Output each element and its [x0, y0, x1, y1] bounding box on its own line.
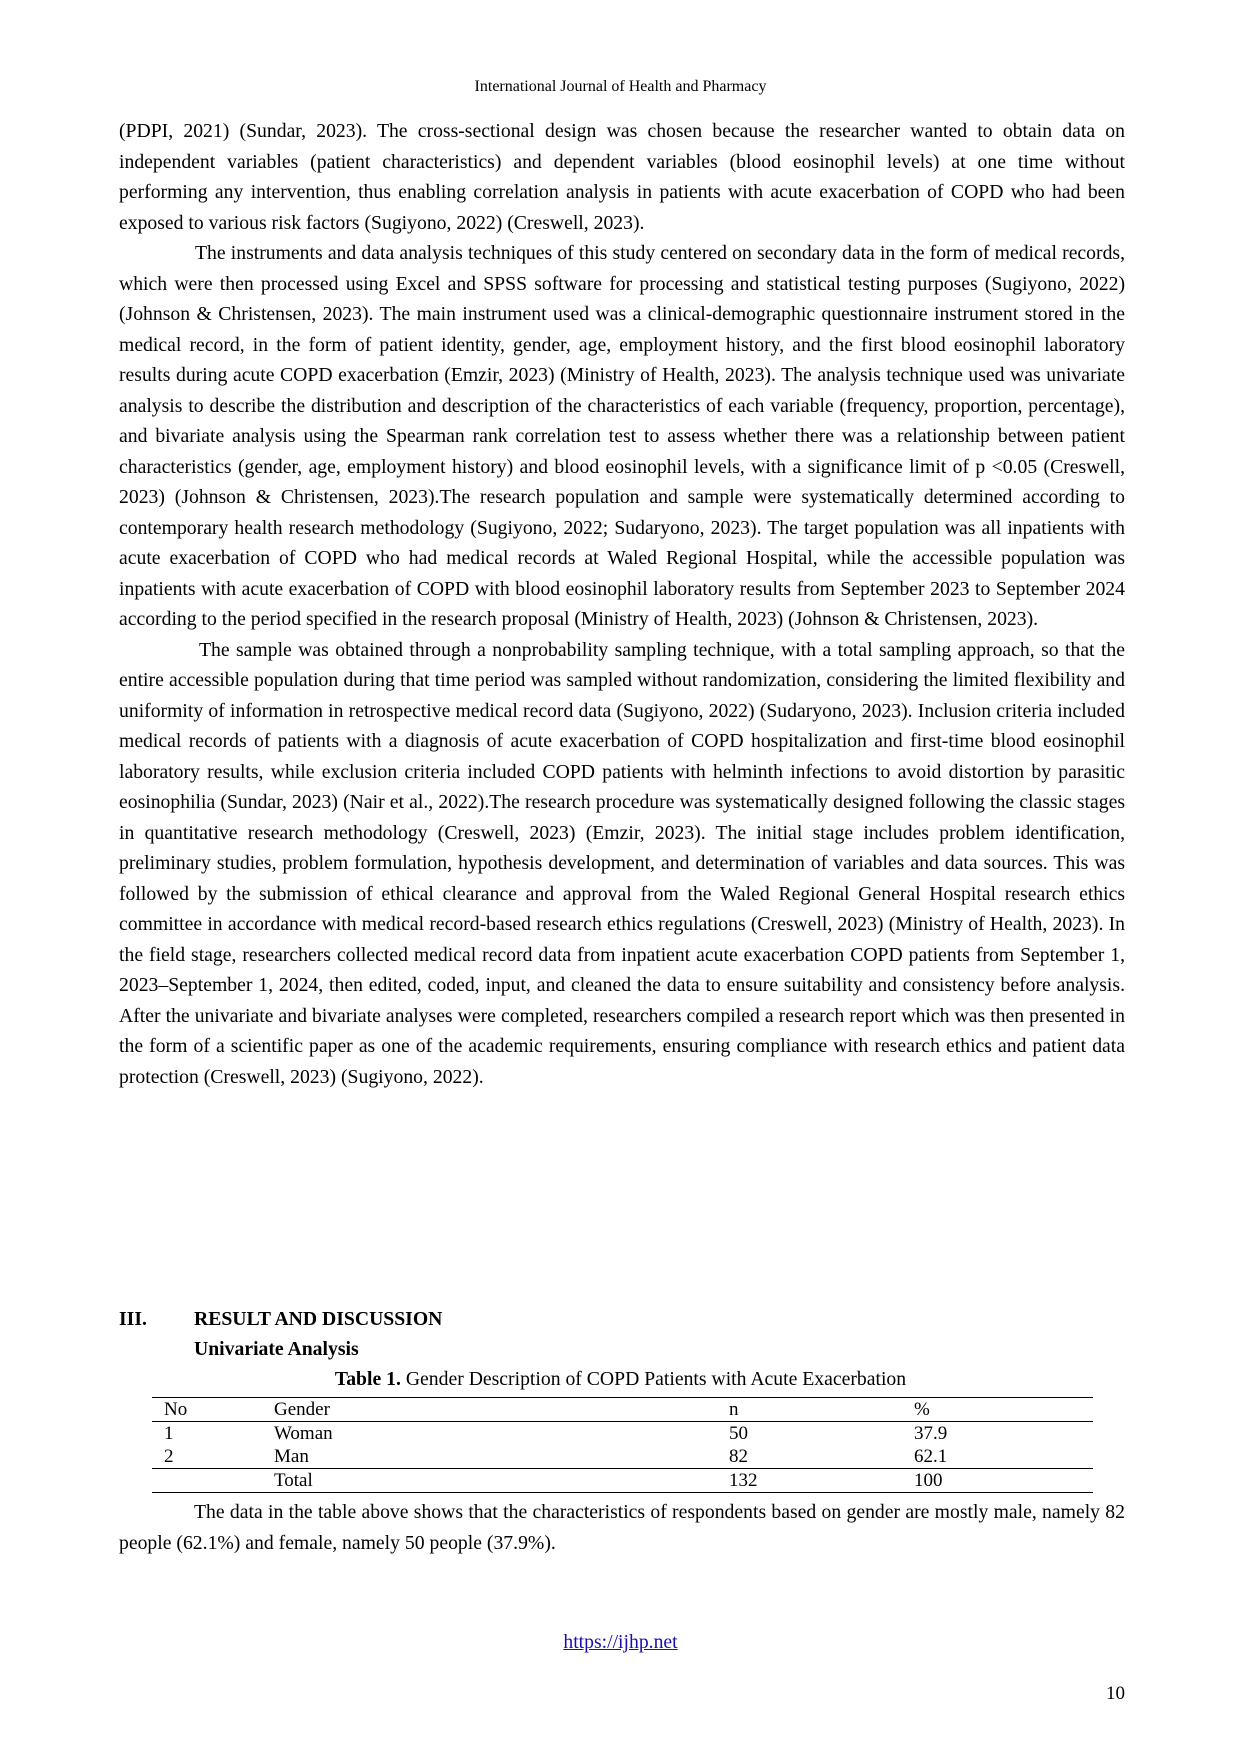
paragraph: The data in the table above shows that the characteristics of respondents based on gender are mostly male, namely 82 people (62.1%) and female, namely 50 people (37.9%).: [119, 1501, 1125, 1554]
column-header: n: [729, 1399, 739, 1420]
subsection-title: Univariate Analysis: [194, 1338, 359, 1360]
table-cell: 82: [729, 1446, 748, 1467]
table-header-row: [152, 1398, 1093, 1422]
table-total-row: [152, 1469, 1093, 1493]
table-cell: Man: [274, 1446, 309, 1467]
section-title: RESULT AND DISCUSSION: [194, 1308, 443, 1330]
section-number: III.: [119, 1308, 147, 1330]
table-cell: 62.1: [914, 1446, 948, 1467]
table-row: [152, 1422, 1093, 1446]
table-cell: Woman: [274, 1423, 333, 1444]
table-cell: 132: [729, 1470, 758, 1491]
running-header: International Journal of Health and Pharmacy: [474, 78, 767, 95]
table-cell: 2: [164, 1446, 174, 1467]
journal-link[interactable]: https://ijhp.net: [563, 1631, 678, 1653]
table-caption-label: Table 1.: [334, 1368, 401, 1390]
page-number: 10: [1106, 1683, 1125, 1704]
table-cell: 100: [914, 1470, 943, 1491]
table-cell: 37.9: [914, 1423, 948, 1444]
column-header: No: [164, 1399, 188, 1420]
paragraph: (PDPI, 2021) (Sundar, 2023). The cross-sectional design was chosen because the researcher wanted to obtain data on independent variables (patient characteristics) and dependent variables (blood eosinophil levels) at one time without performing any intervention, thus enabling correlation analysis in patients with acute exacerbation of COPD who had been exposed to various risk factors (Sugiyono, 2022) (Creswell, 2023).: [119, 120, 1125, 234]
table-cell: Total: [274, 1470, 313, 1491]
paragraph: The sample was obtained through a nonprobability sampling technique, with a total sampling approach, so that the entire accessible population during that time period was sampled without randomization, considering the limited flexibility and uniformity of information in retrospective medical record data (Sugiyono, 2022) (Sudaryono, 2023). Inclusion criteria included medical records of patients with a diagnosis of acute exacerbation of COPD hospitalization and first-time blood eosinophil laboratory results, while exclusion criteria included COPD patients with helminth infections to avoid distortion by parasitic eosinophilia (Sundar, 2023) (Nair et al., 2022).The research procedure was systematically designed following the classic stages in quantitative research methodology (Creswell, 2023) (Emzir, 2023). The initial stage includes problem identification, preliminary studies, problem formulation, hypothesis development, and determination of variables and data sources. This was followed by the submission of ethical clearance and approval from the Waled Regional General Hospital research ethics committee in accordance with medical record-based research ethics regulations (Creswell, 2023) (Ministry of Health, 2023). In the field stage, researchers collected medical record data from inpatient acute exacerbation COPD patients from September 1, 2023–September 1, 2024, then edited, coded, input, and cleaned the data to ensure suitability and consistency before analysis. After the univariate and bivariate analyses were completed, researchers compiled a research report which was then presented in the form of a scientific paper as one of the academic requirements, ensuring compliance with research ethics and patient data protection (Creswell, 2023) (Sugiyono, 2022).: [119, 638, 1125, 1088]
table-cell: [152, 1469, 274, 1493]
table-row: [152, 1445, 1093, 1469]
gender-table: [152, 1397, 1093, 1493]
table-caption-text: Gender Description of COPD Patients with Acute Exacerbation: [400, 1368, 907, 1390]
table-caption: [0, 1364, 1241, 1394]
column-header: Gender: [274, 1399, 330, 1420]
paragraph: The instruments and data analysis techniques of this study centered on secondary data in the form of medical records, which were then processed using Excel and SPSS software for processing and statistical testing purposes (Sugiyono, 2022) (Johnson & Christensen, 2023). The main instrument used was a clinical-demographic questionnaire instrument stored in the medical record, in the form of patient identity, gender, age, employment history, and the first blood eosinophil laboratory results during acute COPD exacerbation (Emzir, 2023) (Ministry of Health, 2023). The analysis technique used was univariate analysis to describe the distribution and description of the characteristics of each variable (frequency, proportion, percentage), and bivariate analysis using the Spearman rank correlation test to assess whether there was a relationship between patient characteristics (gender, age, employment history) and blood eosinophil levels, with a significance limit of p <0.05 (Creswell, 2023) (Johnson & Christensen, 2023).The research population and sample were systematically determined according to contemporary health research methodology (Sugiyono, 2022; Sudaryono, 2023). The target population was all inpatients with acute exacerbation of COPD who had medical records at Waled Regional Hospital, while the accessible population was inpatients with acute exacerbation of COPD with blood eosinophil laboratory results from September 2023 to September 2024 according to the period specified in the research proposal (Ministry of Health, 2023) (Johnson & Christensen, 2023).: [119, 242, 1125, 630]
body-text: [119, 116, 1125, 1092]
table-cell: 1: [164, 1423, 174, 1444]
table-discussion: [119, 1497, 1125, 1558]
column-header: %: [914, 1399, 930, 1420]
table-cell: 50: [729, 1423, 748, 1444]
footer: [0, 1630, 1241, 1654]
